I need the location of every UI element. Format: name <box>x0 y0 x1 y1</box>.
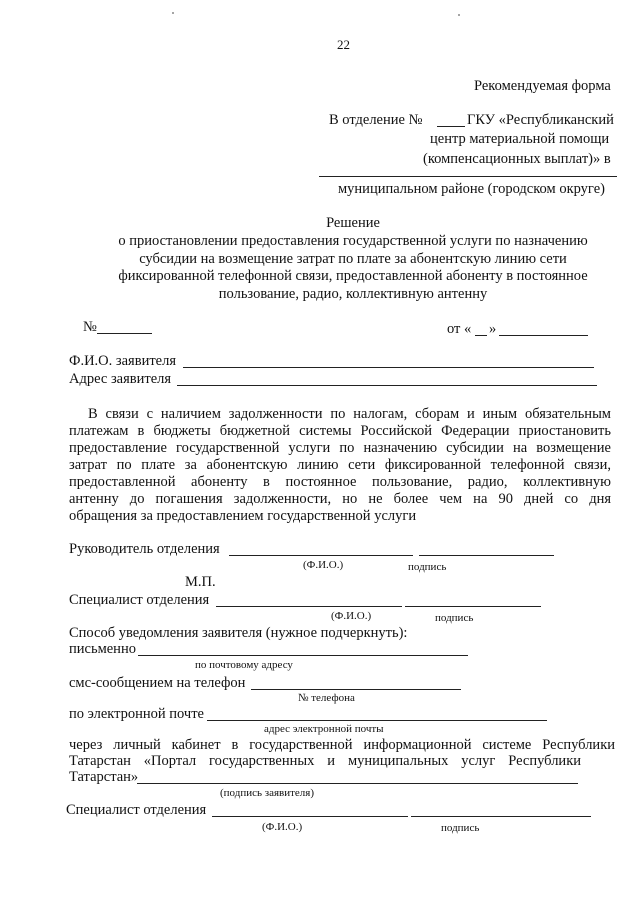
title-line-3: фиксированной телефонной связи, предоставленной абоненту в постоянное <box>118 268 588 284</box>
specialist-label: Специалист отделения <box>69 592 210 608</box>
decision-number-label: № <box>83 319 97 335</box>
head-of-department-label: Руководитель отделения <box>69 541 220 557</box>
district-name-field[interactable] <box>319 176 617 177</box>
applicant-signature-caption: (подпись заявителя) <box>220 787 315 799</box>
addressee-line2: центр материальной помощи <box>430 131 610 147</box>
phone-number-caption: № телефона <box>298 692 355 704</box>
specialist-final-signature-field[interactable] <box>411 816 591 817</box>
email-address-field[interactable] <box>207 720 547 721</box>
specialist-fio-caption: (Ф.И.О.) <box>331 610 372 622</box>
body-line-3: предоставление государственной услуги по назначению субсидии на возмещение <box>69 440 611 456</box>
email-address-caption: адрес электронной почты <box>264 723 384 735</box>
document-heading: Решение <box>326 215 380 231</box>
head-fio-caption: (Ф.И.О.) <box>303 559 344 571</box>
specialist-signature-caption: подпись <box>435 612 474 624</box>
title-line-1: о приостановлении предоставления государственной услуги по назначению <box>118 233 588 249</box>
date-month-year-field[interactable] <box>499 335 588 336</box>
addressee-line1-prefix: В отделение № <box>329 112 423 128</box>
applicant-fio-field[interactable] <box>183 367 594 368</box>
notification-heading: Способ уведомления заявителя (нужное подчеркнуть): <box>69 625 408 641</box>
body-line-1: В связи с наличием задолженности по налогам, сборам и иным обязательным <box>88 406 611 422</box>
head-fio-field[interactable] <box>229 555 413 556</box>
body-line-5: предоставленной абоненту в постоянное пользование, радио, коллективную <box>69 474 611 490</box>
department-number-field[interactable] <box>437 126 465 127</box>
notification-email-option[interactable]: по электронной почте <box>69 706 204 722</box>
title-line-2: субсидии на возмещение затрат по плате за абонентскую линию сети <box>139 251 567 267</box>
head-signature-caption: подпись <box>408 561 447 573</box>
applicant-address-field[interactable] <box>177 385 597 386</box>
postal-address-field[interactable] <box>138 655 468 656</box>
body-line-4: затрат по плате за абонентскую линию сети фиксированной телефонной связи, <box>69 457 611 473</box>
specialist-final-fio-field[interactable] <box>212 816 408 817</box>
date-label-suffix: » <box>489 321 497 337</box>
stamp-place-label: М.П. <box>185 574 216 590</box>
form-type-label: Рекомендуемая форма <box>474 78 611 94</box>
phone-number-field[interactable] <box>251 689 461 690</box>
applicant-address-label: Адрес заявителя <box>69 371 172 387</box>
addressee-line4: муниципальном районе (городском округе) <box>338 181 605 197</box>
notification-portal-line-1[interactable]: через личный кабинет в государственной информационной системе Республики <box>69 737 615 753</box>
specialist-final-label: Специалист отделения <box>66 802 207 818</box>
notification-written-option[interactable]: письменно <box>69 641 136 657</box>
specialist-final-signature-caption: подпись <box>441 822 480 834</box>
title-line-4: пользование, радио, коллективную антенну <box>218 286 488 302</box>
date-day-field[interactable] <box>475 335 487 336</box>
notification-portal-line-3[interactable]: Татарстан» <box>69 769 139 785</box>
scan-speck <box>458 14 460 16</box>
body-line-7: обращения за предоставлением государственной услуги <box>69 508 417 524</box>
addressee-line3: (компенсационных выплат)» в <box>423 151 611 167</box>
specialist-final-fio-caption: (Ф.И.О.) <box>262 821 303 833</box>
decision-number-field[interactable] <box>97 333 152 334</box>
postal-address-caption: по почтовому адресу <box>195 659 293 671</box>
head-signature-field[interactable] <box>419 555 554 556</box>
specialist-signature-field[interactable] <box>405 606 541 607</box>
date-label-prefix: от « <box>447 321 472 337</box>
applicant-signature-field[interactable] <box>137 783 578 784</box>
addressee-line1-suffix: ГКУ «Республиканский <box>467 112 614 128</box>
body-line-6: антенну до погашения задолженности, но не более чем на 90 дней со дня <box>69 491 611 507</box>
scan-speck <box>172 12 174 14</box>
notification-sms-option[interactable]: смс-сообщением на телефон <box>69 675 246 691</box>
body-line-2: платежам в бюджеты бюджетной системы Российской Федерации приостановить <box>69 423 611 439</box>
page-number: 22 <box>337 37 350 52</box>
notification-portal-line-2[interactable]: Татарстан «Портал государственных и муниципальных услуг Республики <box>69 753 581 769</box>
specialist-fio-field[interactable] <box>216 606 402 607</box>
applicant-fio-label: Ф.И.О. заявителя <box>69 353 177 369</box>
